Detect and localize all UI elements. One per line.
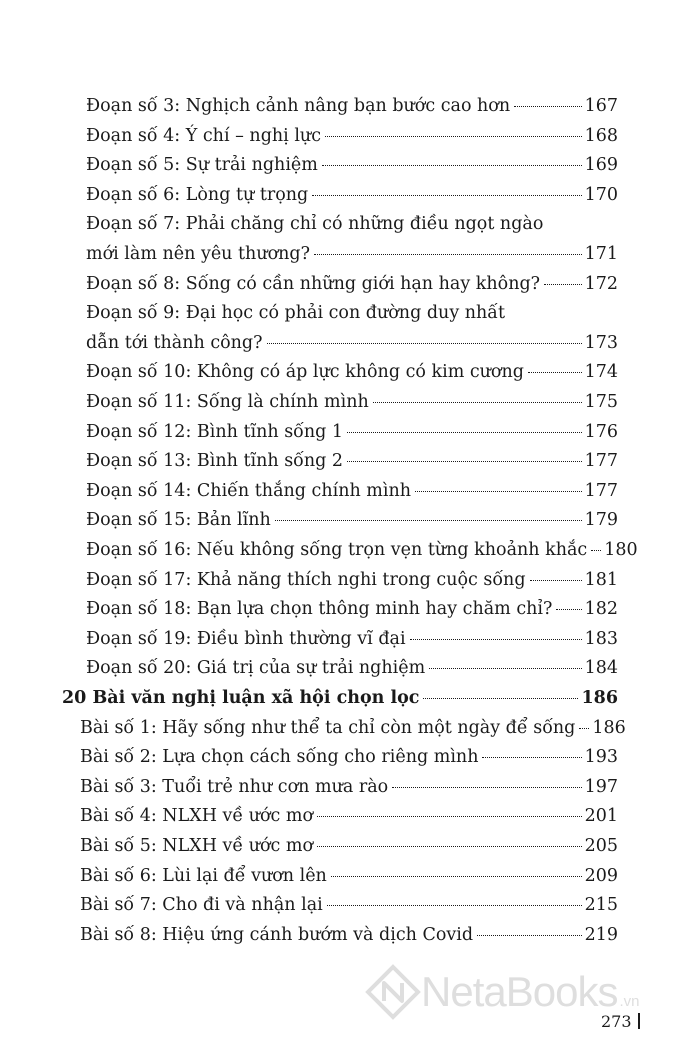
toc-entry-page: 177 [584, 451, 618, 472]
toc-entry-title: Đoạn số 9: Đại học có phải con đường duy nhất [86, 303, 506, 324]
toc-entry-title: Đoạn số 7: Phải chăng chỉ có những điều ngọt ngào [86, 214, 544, 235]
toc-entry-title: Đoạn số 11: Sống là chính mình [86, 392, 369, 412]
dot-leader [312, 195, 581, 196]
dot-leader [544, 284, 582, 285]
toc-entry-title: Đoạn số 12: Bình tĩnh sống 1 [86, 421, 344, 442]
toc-entry-title: dẫn tới thành công? [86, 332, 263, 353]
dot-leader [325, 136, 582, 137]
dot-leader [415, 491, 582, 492]
toc-entry-page: 169 [584, 155, 618, 176]
dot-leader [373, 402, 582, 403]
dot-leader [482, 757, 581, 758]
toc-entry-page: 215 [584, 895, 618, 916]
toc-entry-page: 172 [584, 273, 618, 294]
dot-leader [556, 609, 581, 610]
dot-leader [317, 846, 582, 847]
dot-leader [429, 668, 581, 669]
dot-leader [317, 816, 582, 817]
toc-entry-title: Đoạn số 20: Giá trị của sự trải nghiệm [86, 658, 426, 679]
toc-entry-page: 167 [584, 96, 618, 116]
toc-entry-title: 20 Bài văn nghị luận xã hội chọn lọc [62, 688, 420, 708]
toc-entry-page: 180 [604, 540, 638, 560]
toc-entry-page: 173 [584, 332, 618, 353]
toc-entry-title: Đoạn số 14: Chiến thắng chính mình [86, 480, 412, 501]
toc-entry-page: 175 [584, 392, 618, 412]
toc-entry-title: Bài số 5: NLXH về ước mơ [80, 836, 314, 856]
toc-entry-page: 183 [584, 628, 618, 649]
dot-leader [392, 787, 581, 788]
toc-entry-page: 219 [584, 924, 618, 945]
watermark-suffix: .vn [619, 992, 640, 1010]
dot-leader [331, 876, 582, 877]
toc-entry-title: Bài số 4: NLXH về ước mơ [80, 806, 314, 827]
page-number: 273 [601, 1012, 640, 1031]
toc-entry-title: Đoạn số 10: Không có áp lực không có kim cương [86, 362, 524, 383]
watermark [365, 964, 639, 1020]
toc-entry-page: 176 [584, 421, 618, 442]
toc-entry-page: 186 [581, 688, 618, 708]
netabooks-logo-icon [365, 964, 421, 1020]
toc-entry-page: 197 [584, 776, 618, 797]
toc-entry-page: 205 [584, 836, 618, 856]
dot-leader [591, 550, 601, 551]
toc-entry-page: 170 [584, 184, 618, 205]
dot-leader [477, 935, 582, 936]
toc-entry-title: Bài số 8: Hiệu ứng cánh bướm và dịch Covid [80, 924, 474, 945]
toc-entry-title: Đoạn số 16: Nếu không sống trọn vẹn từng khoảnh khắc [86, 540, 588, 560]
toc-entry-title: Đoạn số 3: Nghịch cảnh nâng bạn bước cao hơn [86, 96, 511, 116]
dot-leader [579, 728, 589, 729]
toc-entry-title: Đoạn số 18: Bạn lựa chọn thông minh hay chăm chỉ? [86, 599, 553, 620]
toc-entry-title: Đoạn số 4: Ý chí – nghị lực [86, 125, 322, 146]
toc-entry-title: Đoạn số 5: Sự trải nghiệm [86, 155, 318, 176]
toc-entry-page: 193 [584, 747, 618, 768]
toc-entry-title: mới làm nên yêu thương? [86, 243, 310, 264]
toc-entry-page: 201 [584, 806, 618, 827]
toc-entry-page: 179 [584, 510, 618, 531]
toc-entry-page: 209 [584, 865, 618, 886]
toc-entry-title: Bài số 1: Hãy sống như thể ta chỉ còn một ngày để sống [80, 717, 576, 738]
dot-leader [347, 432, 582, 433]
dot-leader [275, 520, 582, 521]
toc-entry-page: 186 [592, 717, 626, 738]
dot-leader [528, 372, 582, 373]
dot-leader [267, 343, 582, 344]
toc-entry-page: 177 [584, 480, 618, 501]
toc-entry-title: Bài số 2: Lựa chọn cách sống cho riêng mình [80, 747, 479, 768]
toc-entry-title: Bài số 3: Tuổi trẻ như cơn mưa rào [80, 776, 389, 797]
dot-leader [314, 254, 582, 255]
dot-leader [514, 106, 581, 107]
toc-entry-page: 168 [584, 125, 618, 146]
toc-entry-page: 174 [584, 362, 618, 383]
toc-entry-page: 181 [584, 569, 618, 590]
toc-entry-title: Đoạn số 13: Bình tĩnh sống 2 [86, 451, 344, 472]
toc-entry-page: 182 [584, 599, 618, 620]
watermark-text: NetaBooks [421, 968, 618, 1015]
toc-entry-title: Đoạn số 15: Bản lĩnh [86, 510, 271, 531]
dot-leader [327, 905, 582, 906]
toc-entry-title: Đoạn số 19: Điều bình thường vĩ đại [86, 628, 406, 649]
toc-entry-title: Đoạn số 6: Lòng tự trọng [86, 184, 309, 205]
dot-leader [410, 639, 582, 640]
toc-entry-page: 184 [584, 658, 618, 679]
dot-leader [347, 461, 582, 462]
toc-entry-title: Đoạn số 8: Sống có cần những giới hạn hay không? [86, 273, 541, 294]
dot-leader [530, 580, 582, 581]
toc-entry-title: Đoạn số 17: Khả năng thích nghi trong cuộc sống [86, 569, 526, 590]
toc-entry-title: Bài số 7: Cho đi và nhận lại [80, 895, 323, 916]
toc-entry-page: 171 [584, 243, 618, 264]
dot-leader [322, 165, 582, 166]
dot-leader [423, 698, 578, 699]
toc-entry-title: Bài số 6: Lùi lại để vươn lên [80, 865, 327, 886]
